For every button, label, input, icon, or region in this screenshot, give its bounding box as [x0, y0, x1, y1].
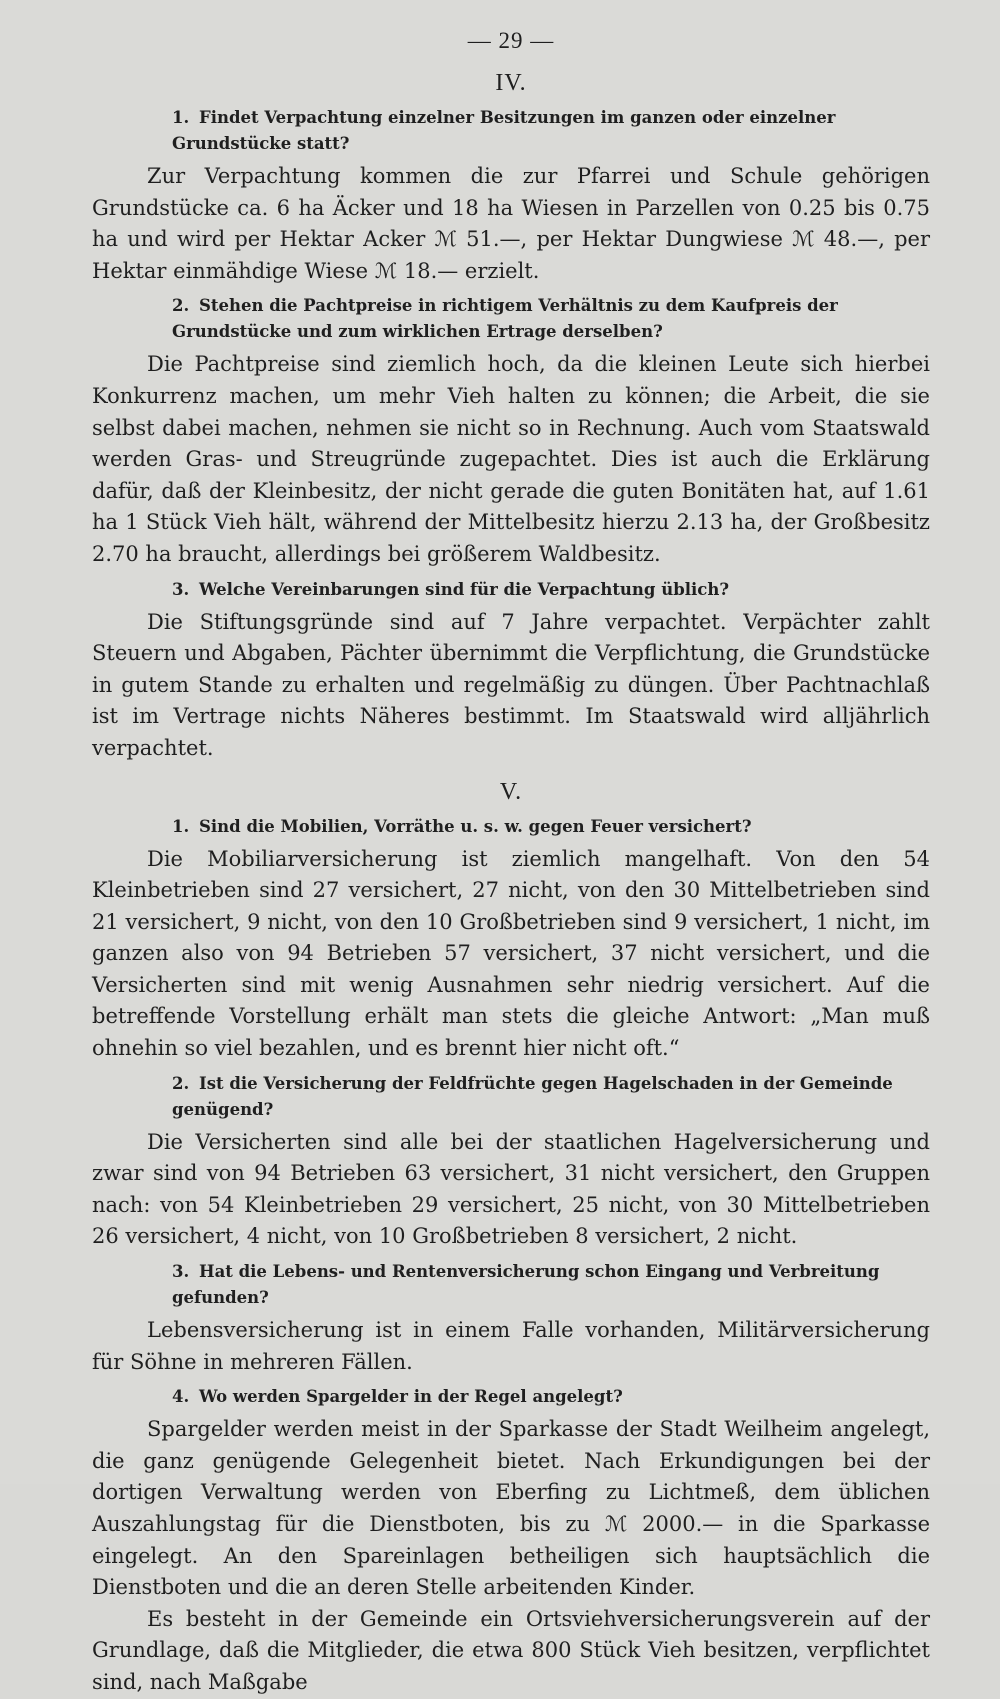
question-block	[92, 1384, 930, 1698]
answer-paragraph: Spargelder werden meist in der Sparkasse der Stadt Weilheim angelegt, die ganz genügende Gelegenheit bietet. Nach Erkundigungen bei der dortigen Verwaltung werden von Eberfing zu Lichtmeß, dem üblichen Auszahlungstag für die Dienstboten, bis zu ℳ 2000.— in die Sparkasse eingelegt. An den Spareinlagen betheiligen sich hauptsächlich die Dienstboten und die an deren Stelle arbeitenden Kinder.	[92, 1417, 930, 1600]
question-text: Ist die Versicherung der Feldfrüchte gegen Hagelschaden in der Gemeinde genügend?	[172, 1073, 893, 1119]
page-number: — 29 —	[467, 28, 555, 53]
question-block	[92, 1071, 930, 1253]
question	[92, 1384, 930, 1410]
question	[92, 814, 930, 840]
question	[92, 1071, 930, 1123]
answer	[92, 1414, 930, 1698]
answer	[92, 1127, 930, 1253]
question-text: Hat die Lebens- und Rentenversicherung schon Eingang und Verbreitung gefunden?	[172, 1262, 880, 1308]
question-text: Sind die Mobilien, Vorräthe u. s. w. gegen Feuer versichert?	[198, 816, 752, 836]
question-text: Welche Vereinbarungen sind für die Verpachtung üblich?	[198, 579, 729, 599]
question-number: 2.	[172, 296, 190, 316]
question-block	[92, 814, 930, 1065]
question	[92, 105, 930, 157]
question-number: 2.	[172, 1073, 190, 1093]
question-number: 3.	[172, 579, 190, 599]
question-number: 1.	[172, 816, 190, 836]
question-block	[92, 293, 930, 570]
answer	[92, 161, 930, 287]
question-block	[92, 577, 930, 765]
answer	[92, 844, 930, 1065]
answer-paragraph: Zur Verpachtung kommen die zur Pfarrei und Schule gehörigen Grundstücke ca. 6 ha Äcker und 18 ha Wiesen in Parzellen von 0.25 bis 0.75 ha und wird per Hektar Acker ℳ 51.—, per Hektar Dungwiese ℳ 48.—, per Hektar einmähdige Wiese ℳ 18.— erzielt.	[92, 164, 930, 283]
question-text: Stehen die Pachtpreise in richtigem Verhältnis zu dem Kaufpreis der Grundstücke und zum wirklichen Ertrage derselben?	[172, 296, 838, 342]
question-number: 3.	[172, 1262, 190, 1282]
answer-paragraph: Es besteht in der Gemeinde ein Ortsviehversicherungsverein auf der Grundlage, daß die Mitglieder, die etwa 800 Stück Vieh besitzen, verpflichtet sind, nach Maßgabe	[92, 1606, 930, 1694]
section-heading: V.	[499, 778, 523, 805]
answer-paragraph: Die Mobiliarversicherung ist ziemlich mangelhaft. Von den 54 Kleinbetrieben sind 27 versichert, 27 nicht, von den 30 Mittelbetrieben sind 21 versichert, 9 nicht, von den 10 Großbetrieben sind 9 versichert, 1 nicht, im ganzen also von 94 Betrieben 57 versichert, 37 nicht versichert, und die Versicherten sind mit wenig Ausnahmen sehr niedrig versichert. Auf die betreffende Vorstellung erhält man stets die gleiche Antwort: „Man muß ohnehin so viel bezahlen, und es brennt hier nicht oft.“	[92, 846, 930, 1061]
answer-paragraph: Lebensversicherung ist in einem Falle vorhanden, Militärversicherung für Söhne in mehreren Fällen.	[92, 1318, 930, 1374]
question-number: 1.	[172, 108, 190, 127]
section-iv	[92, 70, 930, 765]
answer	[92, 349, 930, 570]
question-text: Wo werden Spargelder in der Regel angelegt?	[198, 1387, 623, 1407]
section-v	[92, 779, 930, 1699]
answer-paragraph: Die Stiftungsgründe sind auf 7 Jahre verpachtet. Verpächter zahlt Steuern und Abgaben, Pächter übernimmt die Verpflichtung, die Grundstücke in gutem Stande zu erhalten und regelmäßig zu düngen. Über Pachtnachlaß ist im Vertrage nichts Näheres bestimmt. Im Staatswald wird alljährlich verpachtet.	[92, 609, 930, 760]
question	[92, 577, 930, 603]
question-block	[92, 1259, 930, 1378]
question-text: Findet Verpachtung einzelner Besitzungen im ganzen oder einzelner Grundstücke statt?	[172, 108, 836, 153]
answer-paragraph: Die Pachtpreise sind ziemlich hoch, da die kleinen Leute sich hierbei Konkurrenz machen, um mehr Vieh halten zu können; die Arbeit, die sie selbst dabei machen, nehmen sie nicht so in Rechnung. Auch vom Staatswald werden Gras- und Streugründe zugepachtet. Dies ist auch die Erklärung dafür, daß der Kleinbesitz, der nicht gerade die guten Bonitäten hat, auf 1.61 ha 1 Stück Vieh hält, während der Mittelbesitz hierzu 2.13 ha, der Großbesitz 2.70 ha braucht, allerdings bei größerem Waldbesitz.	[92, 352, 930, 566]
question-block	[92, 105, 930, 287]
section-heading: IV.	[495, 70, 527, 96]
question	[92, 1259, 930, 1311]
answer-paragraph: Die Versicherten sind alle bei der staatlichen Hagelversicherung und zwar sind von 94 Betrieben 63 versichert, 31 nicht versichert, den Gruppen nach: von 54 Kleinbetrieben 29 versichert, 25 nicht, von 30 Mittelbetrieben 26 versichert, 4 nicht, von 10 Großbetrieben 8 versichert, 2 nicht.	[92, 1129, 930, 1249]
question-number: 4.	[172, 1387, 190, 1407]
answer	[92, 1315, 930, 1378]
answer	[92, 607, 930, 765]
question	[92, 293, 930, 345]
